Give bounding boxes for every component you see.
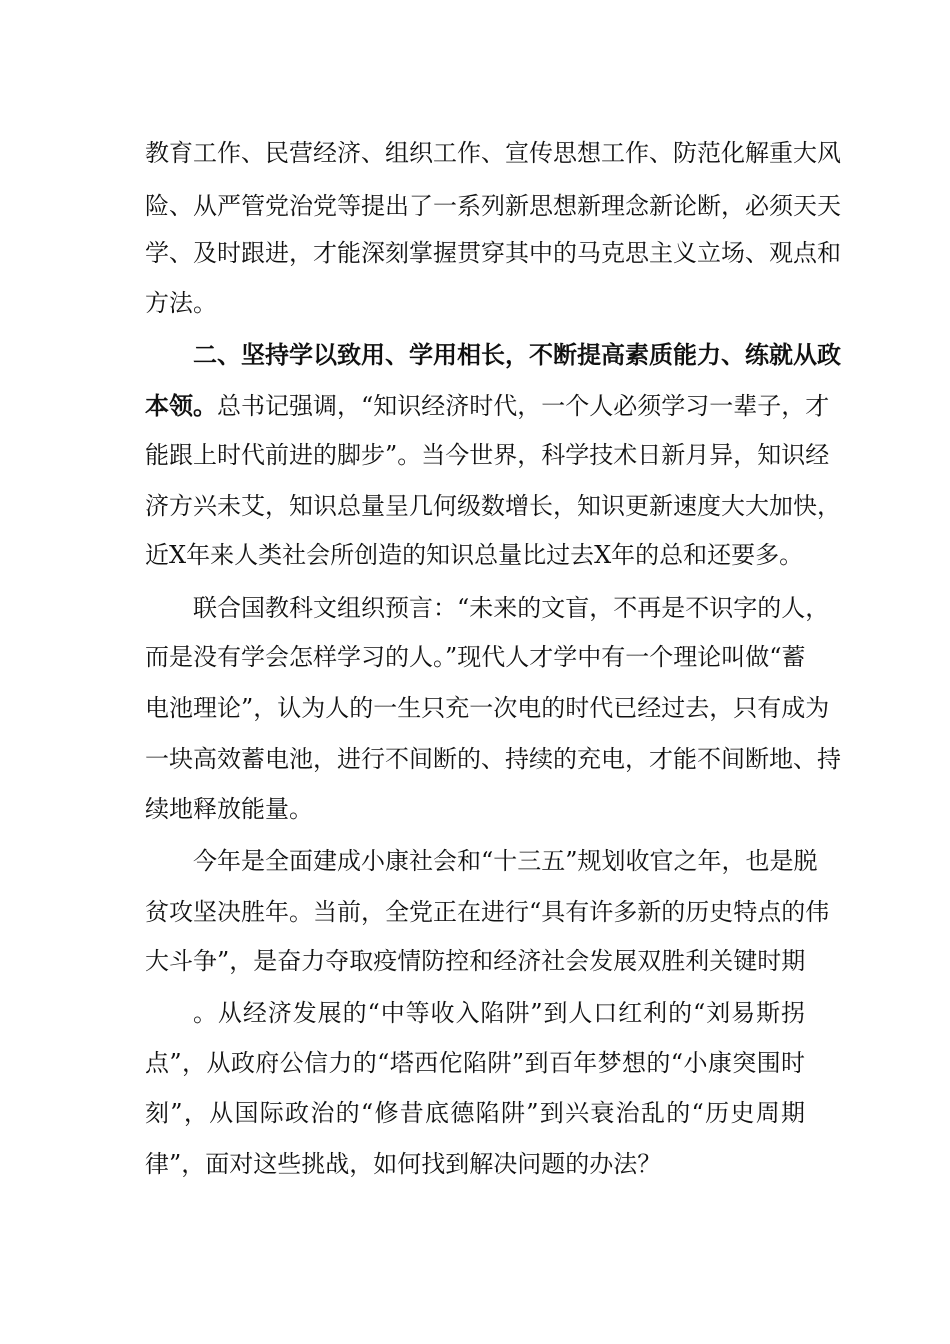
paragraph-line: 联合国教科文组织预言：“未来的文盲，不再是不识字的人，	[193, 594, 830, 622]
paragraph-line: 教育工作、民营经济、组织工作、宣传思想工作、防范化解重大风	[145, 139, 841, 167]
paragraph-line	[145, 390, 830, 422]
paragraph-line: 刻”，从国际政治的“修昔底德陷阱”到兴衰治乱的“历史周期	[145, 1099, 805, 1127]
paragraph-line: 方法。	[145, 289, 217, 317]
paragraph-line: 险、从严管党治党等提出了一系列新思想新理念新论断，必须天天	[145, 192, 841, 220]
paragraph-line: 续地释放能量。	[145, 795, 313, 823]
paragraph-line: 济方兴未艾，知识总量呈几何级数增长，知识更新速度大大加快，	[145, 492, 841, 520]
paragraph-line: 近X年来人类社会所创造的知识总量比过去X年的总和还要多。	[145, 541, 804, 569]
paragraph-line: 而是没有学会怎样学习的人。”现代人才学中有一个理论叫做“蓄	[145, 643, 806, 671]
paragraph-line: 今年是全面建成小康社会和“十三五”规划收官之年，也是脱	[193, 847, 818, 875]
paragraph-line: 点”，从政府公信力的“塔西佗陷阱”到百年梦想的“小康突围时	[145, 1049, 805, 1077]
paragraph-line: 贫攻坚决胜年。当前，全党正在进行“具有许多新的历史特点的伟	[145, 898, 830, 926]
section-heading-line: 二、坚持学以致用、学用相长，不断提高素质能力、练就从政	[193, 340, 841, 369]
paragraph-line: 律”，面对这些挑战，如何找到解决问题的办法？	[145, 1150, 662, 1178]
paragraph-line: 学、及时跟进，才能深刻掌握贯穿其中的马克思主义立场、观点和	[145, 239, 841, 267]
paragraph-text: 总书记强调，“知识经济时代，一个人必须学习一辈子，才	[217, 392, 830, 420]
section-heading-tail: 本领。	[145, 391, 217, 420]
paragraph-line: 大斗争”，是奋力夺取疫情防控和经济社会发展双胜利关键时期	[145, 947, 806, 975]
paragraph-line: 能跟上时代前进的脚步”。当今世界，科学技术日新月异，知识经	[145, 441, 830, 469]
paragraph-line: 电池理论”，认为人的一生只充一次电的时代已经过去，只有成为	[145, 694, 830, 722]
paragraph-line: 。从经济发展的“中等收入陷阱”到人口红利的“刘易斯拐	[193, 999, 805, 1027]
paragraph-line: 一块高效蓄电池，进行不间断的、持续的充电，才能不间断地、持	[145, 745, 841, 773]
